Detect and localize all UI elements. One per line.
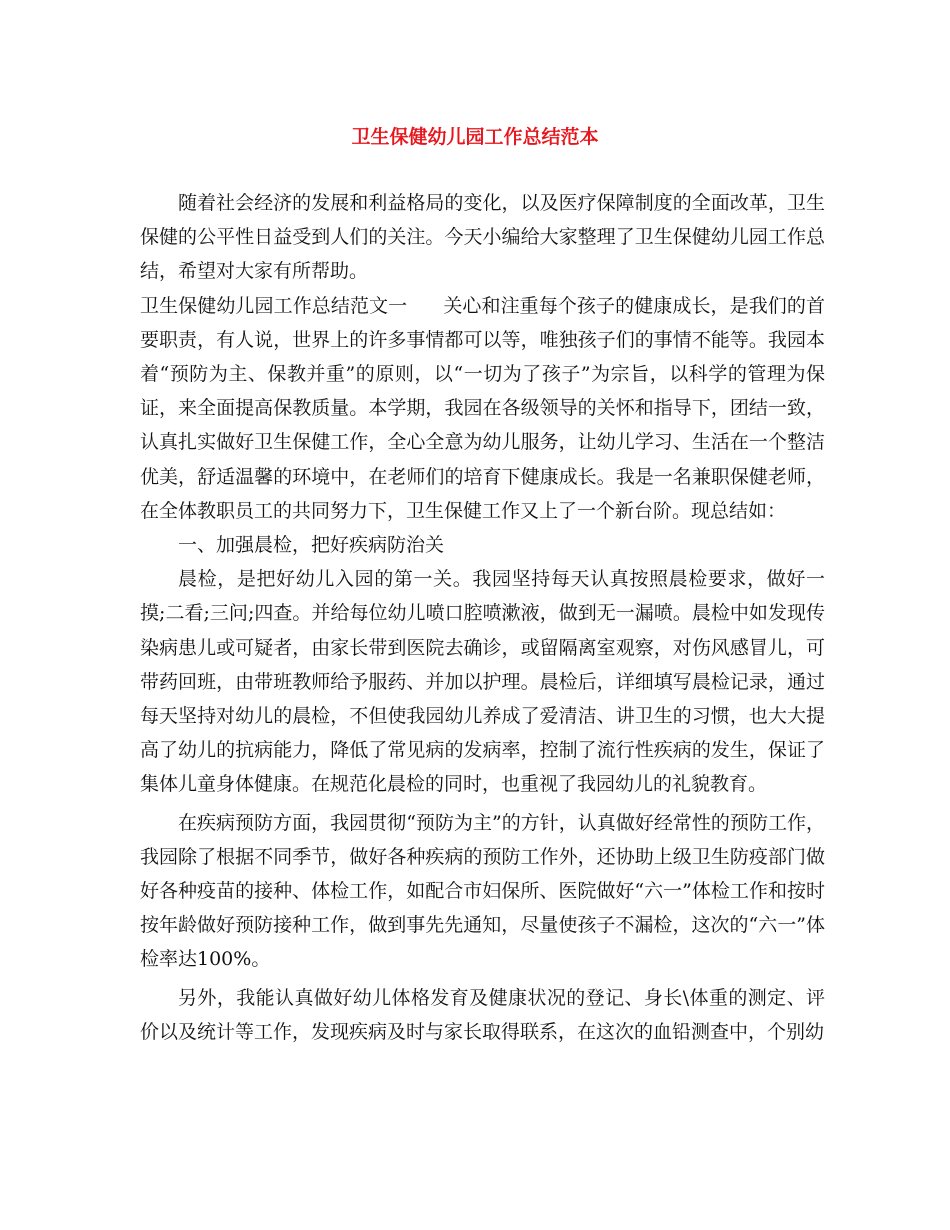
heading-morning-check: 一、加强晨检，把好疾病防治关 bbox=[178, 534, 445, 557]
prevention-paragraph: 在疾病预防方面，我园贯彻“预防为主”的方针，认真做好经常性的预防工作，我园除了根据不同季节，做好各种疾病的预防工作外，还协助上级卫生防疫部门做好各种疫苗的接种、体检工作，如配合市妇保所、医院做好“六一”体检工作和按时按年龄做好预防接种工作，做到事先先通知，尽量使孩子不漏检，这次的“六一”体检率达100%。 bbox=[140, 811, 825, 971]
intro-paragraph: 随着社会经济的发展和利益格局的变化，以及医疗保障制度的全面改革，卫生保健的公平性日益受到人们的关注。今天小编给大家整理了卫生保健幼儿园工作总结，希望对大家有所帮助。 bbox=[140, 192, 825, 283]
section-label: 卫生保健幼儿园工作总结范文一 bbox=[140, 294, 408, 317]
section-paragraph bbox=[140, 289, 825, 528]
morning-check-paragraph: 晨检，是把好幼儿入园的第一关。我园坚持每天认真按照晨检要求，做好一摸;二看;三问;四查。并给每位幼儿喷口腔喷漱液，做到无一漏喷。晨检中如发现传染病患儿或可疑者，由家长带到医院去确诊，或留隔离室观察，对伤风感冒儿，可带药回班，由带班教师给予服药、并加以护理。晨检后，详细填写晨检记录，通过每天坚持对幼儿的晨检，不但使我园幼儿养成了爱清洁、讲卫生的习惯，也大大提高了幼儿的抗病能力，降低了常见病的发病率，控制了流行性疾病的发生，保证了集体儿童身体健康。在规范化晨检的同时，也重视了我园幼儿的礼貌教育。 bbox=[140, 568, 825, 796]
additional-paragraph: 另外，我能认真做好幼儿体格发育及健康状况的登记、身长\体重的测定、评价以及统计等工作，发现疾病及时与家长取得联系，在这次的血铅测查中，个别幼 bbox=[140, 986, 825, 1043]
section-text: 关心和注重每个孩子的健康成长，是我们的首要职责，有人说，世界上的许多事情都可以等，唯独孩子们的事情不能等。我园本着“预防为主、保教并重”的原则，以“一切为了孩子”为宗旨，以科学的管理为保证，来全面提高保教质量。本学期，我园在各级领导的关怀和指导下，团结一致，认真扎实做好卫生保健工作，全心全意为幼儿服务，让幼儿学习、生活在一个整洁优美，舒适温馨的环境中，在老师们的培育下健康成长。我是一名兼职保健老师，在全体教职员工的共同努力下，卫生保健工作又上了一个新台阶。现总结如： bbox=[140, 294, 825, 522]
document-body bbox=[140, 186, 825, 1049]
document-title: 卫生保健幼儿园工作总结范本 bbox=[351, 126, 599, 148]
